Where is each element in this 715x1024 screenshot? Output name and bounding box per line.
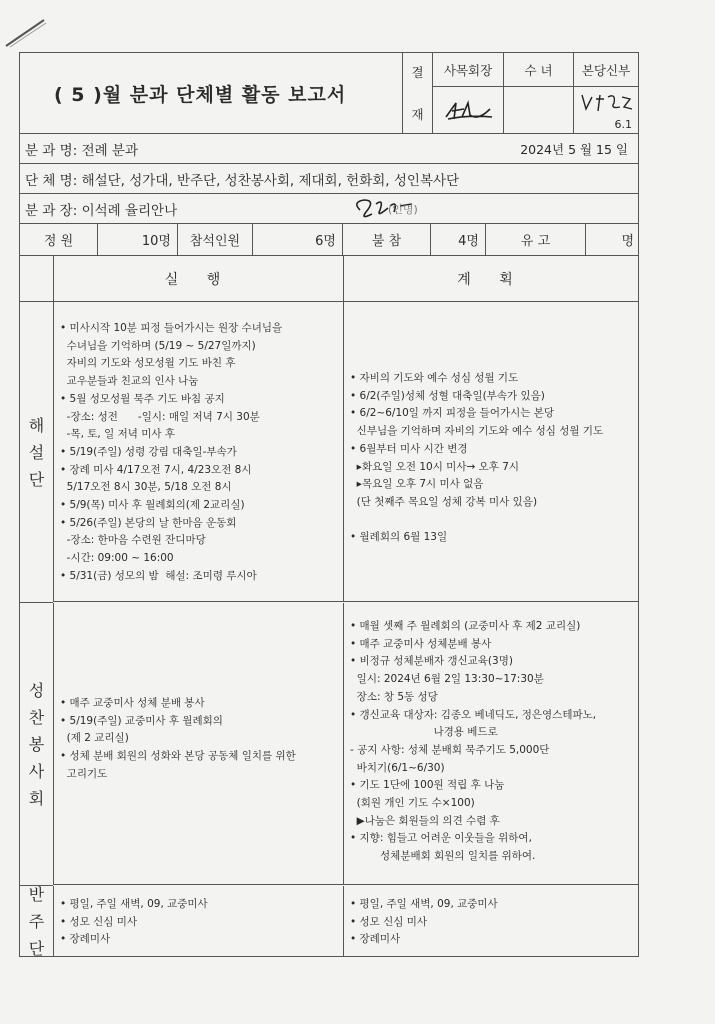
attend-value: 6명 (252, 224, 342, 255)
text-line: 교우분들과 친교의 인사 나눔 (60, 375, 199, 388)
text-line: • 5/9(목) 미사 후 월례회의(제 2교리실) (60, 499, 245, 512)
head-label: 분 과 장: (25, 202, 78, 219)
capacity-value: 10명 (97, 224, 177, 255)
approval-label-1: 결 (411, 65, 424, 80)
capacity-label: 정 원 (43, 234, 74, 249)
done-cell-haeseoldan (53, 302, 343, 602)
signature-cell-nun (503, 87, 573, 133)
text-line: • 기도 1단에 100원 적립 후 나눔 (350, 779, 505, 792)
approval-label-2: 재 (411, 107, 424, 122)
info-section (19, 134, 639, 223)
row-label-char: 단 (28, 938, 45, 958)
text-line: 신부님을 기억하며 자비의 기도와 예수 성심 성월 기도 (350, 425, 604, 438)
row-label-char: 봉 (28, 734, 45, 754)
text-line: -장소: 성전 -일시: 매일 저녁 7시 30분 (60, 410, 260, 423)
text-line: 성체분배회 회원의 일치를 위하여. (350, 850, 536, 863)
row-label-char: 주 (28, 911, 45, 931)
text-line: 장소: 창 5동 성당 (350, 690, 438, 703)
row-label-banjudan (20, 886, 53, 956)
done-cell-seongchan-bongsahoe (53, 603, 343, 885)
text-line: 수녀님을 기억하며 (5/19 ~ 5/27일까지) (60, 339, 256, 352)
column-header-plan: 계 획 (343, 256, 638, 302)
head-row (20, 194, 638, 223)
plan-cell-banjudan (343, 886, 638, 956)
text-line: ▸목요일 오후 7시 미사 없음 (350, 478, 484, 491)
report-document (19, 52, 639, 957)
text-line: • 평일, 주일 새벽, 09, 교중미사 (350, 898, 498, 910)
groups-row (20, 164, 638, 194)
plan-cell-seongchan-bongsahoe (343, 603, 638, 885)
text-line: • 성체 분배 회원의 성화와 본당 공동체 일치를 위한 (60, 750, 296, 763)
text-line: • 자비의 기도와 예수 성심 성월 기도 (350, 372, 519, 384)
report-date: 2024년 5 월 15 일 (520, 141, 628, 157)
groups-value: 해설단, 성가대, 반주단, 성찬봉사회, 제대회, 헌화회, 성인복사단 (81, 172, 460, 189)
text-line: • 장례미사 (60, 933, 111, 946)
text-line: -목, 토, 일 저녁 미사 후 (60, 428, 175, 441)
text-line: • 5/19(주일) 성령 강림 대축일-부속가 (60, 445, 237, 458)
text-line: • 성모 신심 미사 (350, 915, 428, 928)
text-line: • 매주 교중미사 성체분배 봉사 (350, 637, 492, 650)
text-line: • 매주 교중미사 성체 분배 봉사 (60, 697, 205, 709)
row-label-char: 해 (28, 415, 45, 435)
text-line: • 5/26(주일) 본당의 날 한마음 운동회 (60, 516, 237, 529)
text-line: 바치기(6/1~6/30) (350, 761, 445, 774)
division-value: 전례 분과 (81, 142, 139, 159)
text-line: • 평일, 주일 새벽, 09, 교중미사 (60, 898, 208, 910)
text-line: 자비의 기도와 성모성월 기도 바친 후 (60, 357, 236, 370)
text-line: 일시: 2024년 6월 2일 13:30~17:30분 (350, 673, 544, 686)
absent-label: 불 참 (342, 224, 430, 255)
row-label-haeseoldan (20, 302, 53, 603)
text-line: • 월례회의 6월 13일 (350, 531, 448, 544)
text-line: • 6/2(주일)성체 성혈 대축일(부속가 있음) (350, 389, 545, 402)
division-row (20, 134, 638, 164)
row-label-char: 회 (28, 788, 45, 808)
row-label-seongchan-bongsahoe (20, 603, 53, 886)
division-label: 분 과 명: (25, 142, 78, 159)
excuse-label: 유 고 (485, 224, 585, 255)
text-line: -시간: 09:00 ~ 16:00 (60, 552, 174, 565)
text-line: (단 첫째주 목요일 성체 강복 미사 있음) (350, 495, 538, 508)
signature-date: 6.1 (614, 118, 632, 131)
attend-label: 참석인원 (177, 224, 252, 255)
signature-cell-pastor (573, 87, 638, 133)
row-label-char: 성 (28, 680, 45, 700)
done-cell-banjudan (53, 886, 343, 956)
excuse-value: 명 (585, 224, 640, 255)
corner-cell (20, 256, 53, 302)
text-line: 고리기도 (60, 767, 108, 780)
text-line: • 장례 미사 4/17오전 7시, 4/23오전 8시 (60, 463, 252, 476)
row-label-char: 설 (28, 442, 45, 462)
text-line: • 6월부터 미사 시간 변경 (350, 442, 468, 455)
text-line (350, 512, 638, 530)
text-line: • 갱신교육 대상자: 김종오 베네딕도, 정은영스테파노, (350, 708, 597, 721)
text-line: • 미사시작 10분 피정 들어가시는 원장 수녀님을 (60, 322, 283, 334)
title-row (19, 52, 639, 134)
approver-pastoral-council: 사목회장 (433, 53, 503, 87)
text-line: • 매월 셋째 주 월례회의 (교중미사 후 제2 교리실) (350, 620, 581, 632)
pen-mark (4, 14, 48, 50)
plan-cell-haeseoldan (343, 302, 638, 602)
text-line: ▸화요일 오전 10시 미사→ 오후 7시 (350, 460, 520, 473)
text-line: -장소: 한마음 수련원 잔디마당 (60, 534, 206, 547)
signature-cell-council (433, 87, 503, 133)
text-line: - 공지 사항: 성체 분배회 묵주기도 5,000단 (350, 743, 550, 756)
signature-council (438, 95, 498, 125)
text-line: • 5/31(금) 성모의 밤 해설: 조미령 루시아 (60, 569, 257, 582)
text-line: (제 2 교리실) (60, 732, 129, 745)
text-line: • 지향: 힘들고 어려운 이웃들을 위하여, (350, 832, 532, 845)
activity-table (19, 256, 639, 957)
approval-label (403, 53, 433, 133)
row-label-char: 단 (28, 469, 45, 489)
text-line: • 장례미사 (350, 933, 401, 946)
groups-label: 단 체 명: (25, 172, 78, 189)
approval-box (402, 53, 638, 133)
text-line: 5/17오전 8시 30분, 5/18 오전 8시 (60, 481, 232, 494)
text-line: (회원 개인 기도 수×100) (350, 797, 475, 810)
text-line: 나경용 베드로 (350, 726, 498, 739)
row-label-char: 사 (28, 761, 45, 781)
absent-value: 4명 (430, 224, 485, 255)
text-line: ▶나눔은 회원들의 의견 수렴 후 (350, 814, 500, 827)
approver-nun: 수 녀 (503, 53, 573, 87)
text-line: • 5월 성모성월 묵주 기도 바침 공지 (60, 392, 225, 405)
text-line: • 비정규 성체분배자 갱신교육(3명) (350, 655, 513, 668)
signature-pastor (576, 89, 636, 119)
report-title: ( 5 )월 분과 단체별 활동 보고서 (54, 83, 347, 106)
head-value: 이석례 율리안나 (81, 202, 178, 219)
approver-pastor: 본당신부 (573, 53, 638, 87)
attendance-row (19, 223, 639, 256)
column-header-done: 실 행 (53, 256, 343, 302)
text-line: • 6/2~6/10일 까지 피정을 들어가시는 본당 (350, 407, 555, 420)
text-line: • 성모 신심 미사 (60, 915, 138, 928)
text-line: • 5/19(주일) 교중미사 후 월례회의 (60, 714, 223, 727)
seal-text: (인명) (388, 202, 418, 216)
row-label-char: 반 (28, 884, 45, 904)
row-label-char: 찬 (28, 707, 45, 727)
